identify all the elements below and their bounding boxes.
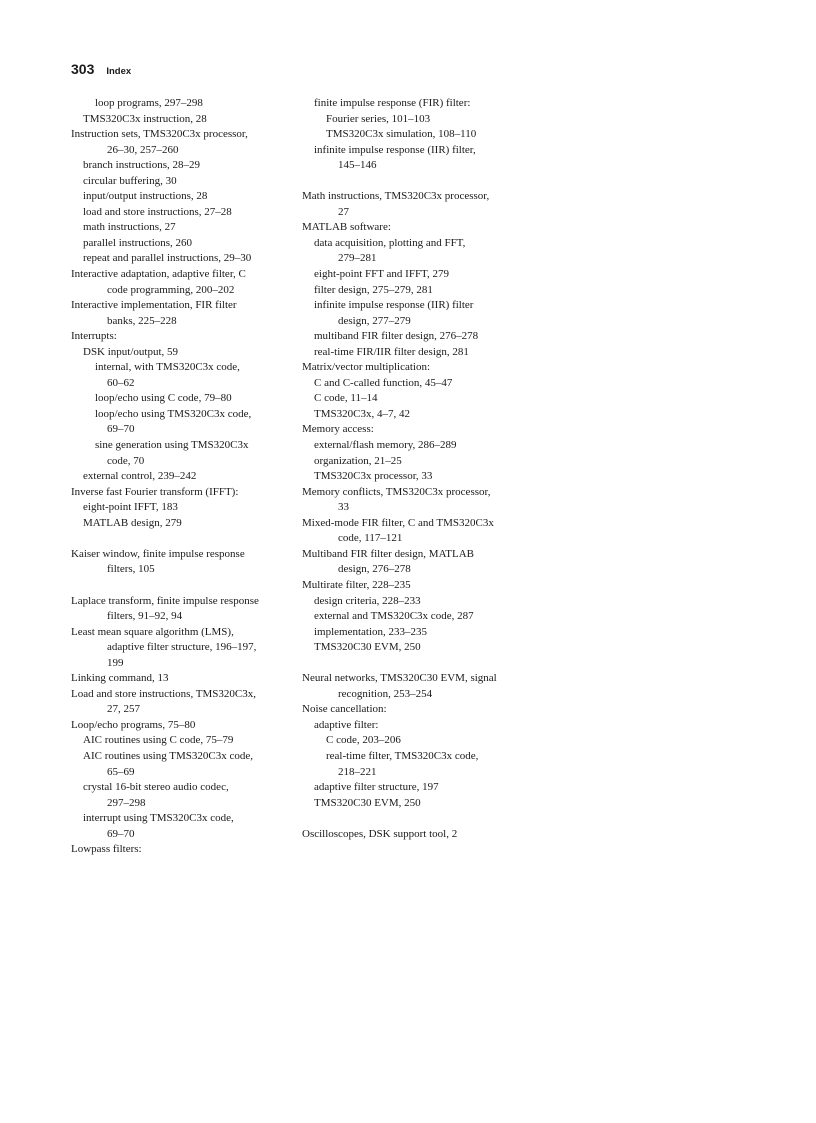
index-line: 218–221 bbox=[338, 765, 377, 778]
entry-gap bbox=[302, 174, 527, 190]
index-line: code programming, 200–202 bbox=[107, 283, 235, 296]
index-line: Neural networks, TMS320C30 EVM, signal bbox=[302, 672, 497, 685]
index-line: Interactive implementation, FIR filter bbox=[71, 299, 237, 312]
index-line: TMS320C3x instruction, 28 bbox=[83, 112, 207, 125]
index-line: filters, 91–92, 94 bbox=[107, 610, 183, 623]
index-line: multiband FIR filter design, 276–278 bbox=[314, 330, 479, 343]
page-header bbox=[71, 61, 131, 79]
index-line: Matrix/vector multiplication: bbox=[302, 361, 430, 374]
index-line: adaptive filter structure, 196–197, bbox=[107, 641, 257, 654]
index-line: 65–69 bbox=[107, 765, 135, 778]
index-line: 26–30, 257–260 bbox=[107, 143, 179, 156]
index-line: eight-point IFFT, 183 bbox=[83, 501, 178, 514]
index-line: code, 70 bbox=[107, 454, 145, 467]
index-line: infinite impulse response (IIR) filter, bbox=[314, 143, 476, 156]
index-line: interrupt using TMS320C3x code, bbox=[83, 812, 234, 825]
index-line: design criteria, 228–233 bbox=[314, 594, 421, 607]
index-line: adaptive filter structure, 197 bbox=[314, 781, 439, 794]
index-line: load and store instructions, 27–28 bbox=[83, 205, 232, 218]
index-line: external/flash memory, 286–289 bbox=[314, 439, 457, 452]
index-line: Load and store instructions, TMS320C3x, bbox=[71, 687, 256, 700]
index-line: DSK input/output, 59 bbox=[83, 345, 179, 358]
index-line: infinite impulse response (IIR) filter bbox=[314, 299, 474, 312]
index-line: math instructions, 27 bbox=[83, 221, 176, 234]
index-line: input/output instructions, 28 bbox=[83, 190, 208, 203]
index-line: Instruction sets, TMS320C3x processor, bbox=[71, 128, 248, 141]
index-line: parallel instructions, 260 bbox=[83, 236, 193, 249]
index-line: C code, 11–14 bbox=[314, 392, 378, 405]
index-line: TMS320C30 EVM, 250 bbox=[314, 796, 421, 809]
index-line: Mixed-mode FIR filter, C and TMS320C3x bbox=[302, 516, 494, 529]
index-line: internal, with TMS320C3x code, bbox=[95, 361, 240, 374]
index-line: branch instructions, 28–29 bbox=[83, 159, 201, 172]
index-line: recognition, 253–254 bbox=[338, 687, 433, 700]
index-line: Interrupts: bbox=[71, 330, 117, 343]
index-line: MATLAB software: bbox=[302, 221, 391, 234]
index-line: finite impulse response (FIR) filter: bbox=[314, 97, 471, 109]
index-line: TMS320C3x simulation, 108–110 bbox=[326, 128, 477, 141]
index-line: 199 bbox=[107, 656, 124, 669]
index-line: Memory conflicts, TMS320C3x processor, bbox=[302, 485, 491, 498]
index-line: Laplace transform, finite impulse response bbox=[71, 594, 259, 607]
index-line: 69–70 bbox=[107, 827, 135, 840]
index-line: Fourier series, 101–103 bbox=[326, 112, 431, 125]
running-head: Index bbox=[106, 66, 132, 77]
entry-gap bbox=[71, 578, 286, 594]
index-line: Loop/echo programs, 75–80 bbox=[71, 718, 196, 731]
index-line: 27 bbox=[338, 205, 349, 218]
index-line: Lowpass filters: bbox=[71, 843, 142, 856]
index-line: Oscilloscopes, DSK support tool, 2 bbox=[302, 827, 458, 840]
index-line: loop/echo using C code, 79–80 bbox=[95, 392, 232, 405]
index-line: organization, 21–25 bbox=[314, 454, 402, 467]
index-line: 27, 257 bbox=[107, 703, 140, 716]
index-line: design, 277–279 bbox=[338, 314, 411, 327]
index-line: filters, 105 bbox=[107, 563, 155, 576]
index-line: external control, 239–242 bbox=[83, 470, 197, 483]
index-line: 33 bbox=[338, 501, 349, 514]
index-line: data acquisition, plotting and FFT, bbox=[314, 236, 466, 249]
index-line: eight-point FFT and IFFT, 279 bbox=[314, 268, 449, 281]
index-line: loop programs, 297–298 bbox=[95, 97, 203, 109]
page-number: 303 bbox=[71, 61, 95, 77]
entry-gap bbox=[71, 531, 286, 547]
index-line: TMS320C30 EVM, 250 bbox=[314, 641, 421, 654]
index-line: 279–281 bbox=[338, 252, 377, 265]
index-line: external and TMS320C3x code, 287 bbox=[314, 610, 474, 623]
index-line: filter design, 275–279, 281 bbox=[314, 283, 433, 296]
index-line: Memory access: bbox=[302, 423, 374, 436]
index-line: TMS320C3x, 4–7, 42 bbox=[314, 407, 410, 420]
index-line: real-time FIR/IIR filter design, 281 bbox=[314, 345, 469, 358]
index-column-left bbox=[71, 96, 286, 858]
index-column-right bbox=[302, 96, 527, 842]
index-line: adaptive filter: bbox=[314, 718, 379, 731]
index-line: AIC routines using C code, 75–79 bbox=[83, 734, 234, 747]
index-line: Linking command, 13 bbox=[71, 672, 169, 685]
index-line: Interactive adaptation, adaptive filter, C bbox=[71, 268, 246, 281]
index-line: implementation, 233–235 bbox=[314, 625, 428, 638]
index-line: C and C-called function, 45–47 bbox=[314, 376, 453, 389]
index-line: real-time filter, TMS320C3x code, bbox=[326, 749, 479, 762]
index-line: sine generation using TMS320C3x bbox=[95, 439, 249, 452]
index-line: Math instructions, TMS320C3x processor, bbox=[302, 190, 490, 203]
index-line: 145–146 bbox=[338, 159, 377, 172]
index-line: repeat and parallel instructions, 29–30 bbox=[83, 252, 252, 265]
index-line: loop/echo using TMS320C3x code, bbox=[95, 407, 252, 420]
entry-gap bbox=[302, 811, 527, 827]
index-line: Kaiser window, finite impulse response bbox=[71, 547, 245, 560]
index-line: Inverse fast Fourier transform (IFFT): bbox=[71, 485, 239, 498]
index-line: Multiband FIR filter design, MATLAB bbox=[302, 547, 475, 560]
index-line: AIC routines using TMS320C3x code, bbox=[83, 749, 253, 762]
index-line: Noise cancellation: bbox=[302, 703, 387, 716]
index-line: code, 117–121 bbox=[338, 532, 403, 545]
index-line: 60–62 bbox=[107, 376, 135, 389]
index-line: Least mean square algorithm (LMS), bbox=[71, 625, 234, 638]
index-line: design, 276–278 bbox=[338, 563, 411, 576]
index-line: C code, 203–206 bbox=[326, 734, 401, 747]
index-line: 297–298 bbox=[107, 796, 146, 809]
index-line: banks, 225–228 bbox=[107, 314, 177, 327]
index-line: circular buffering, 30 bbox=[83, 174, 177, 187]
index-line: crystal 16-bit stereo audio codec, bbox=[83, 781, 229, 794]
entry-gap bbox=[302, 656, 527, 672]
index-line: TMS320C3x processor, 33 bbox=[314, 470, 433, 483]
index-line: MATLAB design, 279 bbox=[83, 516, 182, 529]
index-line: Multirate filter, 228–235 bbox=[302, 578, 411, 591]
index-line: 69–70 bbox=[107, 423, 135, 436]
